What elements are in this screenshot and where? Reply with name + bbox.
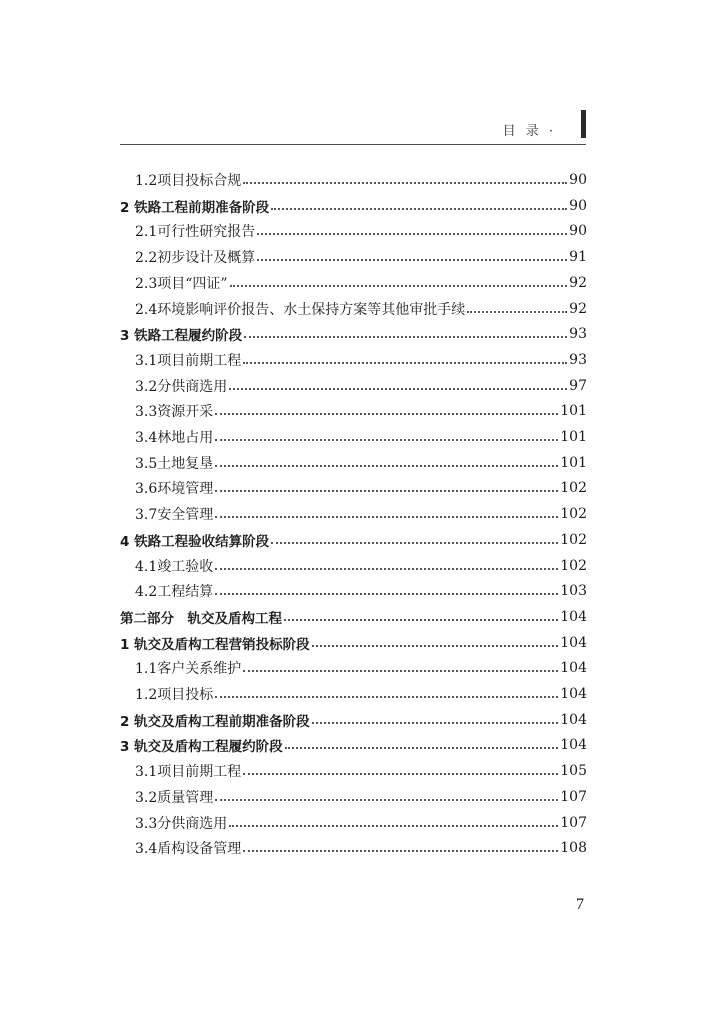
toc-leader-dots bbox=[243, 773, 558, 775]
toc-leader-dots bbox=[271, 208, 567, 210]
toc-entry-page: 108 bbox=[560, 840, 587, 857]
toc-entry bbox=[135, 168, 587, 192]
toc-entry-page: 90 bbox=[569, 172, 587, 188]
toc-section-entry bbox=[120, 194, 587, 218]
toc-leader-dots bbox=[243, 362, 567, 364]
toc-entry bbox=[135, 425, 587, 449]
toc-entry bbox=[135, 502, 587, 526]
toc-entry-label: 3.3资源开采 bbox=[135, 404, 214, 421]
toc-entry-label: 2.3项目“四证” bbox=[135, 275, 228, 292]
toc-entry-label: 1 轨交及盾构工程营销投标阶段 bbox=[120, 636, 310, 653]
toc-entry bbox=[135, 656, 587, 680]
toc-leader-dots bbox=[215, 465, 558, 467]
toc-entry-page: 103 bbox=[560, 583, 587, 600]
toc-leader-dots bbox=[243, 670, 558, 672]
toc-entry-label: 3.2质量管理 bbox=[135, 789, 214, 806]
page-number: 7 bbox=[576, 896, 584, 913]
toc-entry-label: 1.1客户关系维护 bbox=[135, 661, 242, 678]
toc-entry-label: 3.5土地复垦 bbox=[135, 455, 214, 472]
toc-entry-label: 2 铁路工程前期准备阶段 bbox=[120, 199, 270, 216]
toc-leader-dots bbox=[215, 696, 558, 698]
toc-entry bbox=[135, 297, 587, 321]
toc-leader-dots bbox=[215, 490, 558, 492]
toc-leader-dots bbox=[312, 645, 559, 647]
toc-entry bbox=[135, 759, 587, 783]
toc-entry bbox=[135, 579, 587, 603]
toc-leader-dots bbox=[312, 722, 559, 724]
toc-entry-label: 3.2分供商选用 bbox=[135, 378, 228, 395]
toc-leader-dots bbox=[285, 747, 559, 749]
toc-entry bbox=[135, 836, 587, 860]
toc-leader-dots bbox=[229, 388, 567, 390]
toc-entry-page: 91 bbox=[569, 249, 587, 266]
toc-leader-dots bbox=[284, 619, 558, 621]
toc-section-entry bbox=[120, 322, 587, 346]
toc-entry-page: 104 bbox=[560, 686, 587, 702]
toc-entry-page: 101 bbox=[560, 403, 587, 420]
toc-entry-label: 2.2初步设计及概算 bbox=[135, 250, 256, 267]
toc-entry bbox=[135, 476, 587, 500]
toc-entry-page: 93 bbox=[569, 351, 587, 368]
toc-entry bbox=[135, 271, 587, 295]
toc-entry-label: 3.4林地占用 bbox=[135, 430, 214, 446]
toc-entry-page: 97 bbox=[569, 377, 587, 394]
toc-entry-label: 第二部分 轨交及盾构工程 bbox=[120, 610, 282, 627]
header-title: 目 录 · bbox=[502, 124, 556, 139]
toc-entry-label: 2.1可行性研究报告 bbox=[135, 224, 256, 241]
toc-entry-label: 3.3分供商选用 bbox=[135, 815, 228, 832]
toc-entry-label: 2 轨交及盾构工程前期准备阶段 bbox=[120, 713, 310, 730]
toc-entry-page: 104 bbox=[560, 737, 587, 754]
toc-leader-dots bbox=[244, 336, 567, 338]
toc-leader-dots bbox=[257, 233, 567, 235]
toc-leader-dots bbox=[215, 413, 558, 415]
toc-entry bbox=[135, 399, 587, 423]
toc-entry-label: 1.2项目投标合规 bbox=[135, 173, 242, 189]
toc-leader-dots bbox=[215, 568, 558, 570]
running-header bbox=[120, 116, 586, 145]
toc-entry-label: 4.2工程结算 bbox=[135, 584, 214, 601]
toc-entry-label: 3.7安全管理 bbox=[135, 507, 214, 524]
toc-entry-page: 90 bbox=[569, 223, 587, 240]
toc-entry-page: 102 bbox=[560, 506, 587, 523]
toc-entry-page: 104 bbox=[560, 660, 587, 677]
toc-entry-page: 90 bbox=[569, 197, 587, 214]
toc-entry-page: 104 bbox=[560, 634, 587, 651]
toc-entry bbox=[135, 374, 587, 398]
toc-entry-page: 102 bbox=[560, 557, 587, 574]
toc-entry-page: 92 bbox=[569, 300, 587, 317]
toc-entry-page: 101 bbox=[560, 429, 587, 445]
toc-entry-label: 2.4环境影响评价报告、水土保持方案等其他审批手续 bbox=[135, 301, 466, 318]
toc-leader-dots bbox=[215, 516, 558, 518]
toc-leader-dots bbox=[215, 439, 558, 441]
toc-entry bbox=[135, 245, 587, 269]
toc-entry-page: 92 bbox=[569, 274, 587, 291]
toc-entry bbox=[135, 554, 587, 578]
toc-section-entry bbox=[120, 528, 587, 552]
toc-entry bbox=[135, 451, 587, 475]
toc-leader-dots bbox=[243, 850, 558, 852]
toc-entry bbox=[135, 682, 587, 706]
toc-entry-label: 4 铁路工程验收结算阶段 bbox=[120, 533, 270, 550]
toc-entry bbox=[135, 811, 587, 835]
toc-entry-page: 102 bbox=[560, 480, 587, 497]
toc-leader-dots bbox=[467, 311, 567, 313]
toc-entry-label: 3.6环境管理 bbox=[135, 481, 214, 498]
toc-entry bbox=[135, 348, 587, 372]
toc-entry-label: 1.2项目投标 bbox=[135, 687, 214, 703]
toc-section-entry bbox=[120, 605, 587, 629]
toc-section-entry bbox=[120, 631, 587, 655]
toc-entry-page: 101 bbox=[560, 454, 587, 471]
toc-leader-dots bbox=[243, 182, 567, 184]
toc-leader-dots bbox=[230, 285, 568, 287]
toc-entry-page: 105 bbox=[560, 763, 587, 780]
toc-entry-label: 3.1项目前期工程 bbox=[135, 352, 242, 369]
toc-entry bbox=[135, 219, 587, 243]
toc-leader-dots bbox=[215, 593, 558, 595]
toc-entry-label: 3.4盾构设备管理 bbox=[135, 841, 242, 858]
header-bar-decoration bbox=[581, 110, 586, 138]
toc-entry-label: 3 轨交及盾构工程履约阶段 bbox=[120, 739, 283, 756]
toc-entry-page: 93 bbox=[569, 326, 587, 343]
toc-entry-page: 102 bbox=[560, 531, 587, 548]
toc-leader-dots bbox=[257, 259, 567, 261]
toc-leader-dots bbox=[229, 825, 558, 827]
toc-section-entry bbox=[120, 708, 587, 732]
toc-section-entry bbox=[120, 733, 587, 757]
toc-entry-label: 4.1竣工验收 bbox=[135, 558, 214, 575]
toc-leader-dots bbox=[215, 799, 558, 801]
toc-entry-page: 107 bbox=[560, 788, 587, 805]
toc-entry-label: 3.1项目前期工程 bbox=[135, 764, 242, 781]
toc-entry-page: 104 bbox=[560, 711, 587, 728]
toc-entry-page: 107 bbox=[560, 814, 587, 831]
toc-entry-page: 104 bbox=[560, 608, 587, 625]
toc-leader-dots bbox=[271, 542, 558, 544]
toc-entry-label: 3 铁路工程履约阶段 bbox=[120, 328, 243, 345]
toc-entry bbox=[135, 785, 587, 809]
